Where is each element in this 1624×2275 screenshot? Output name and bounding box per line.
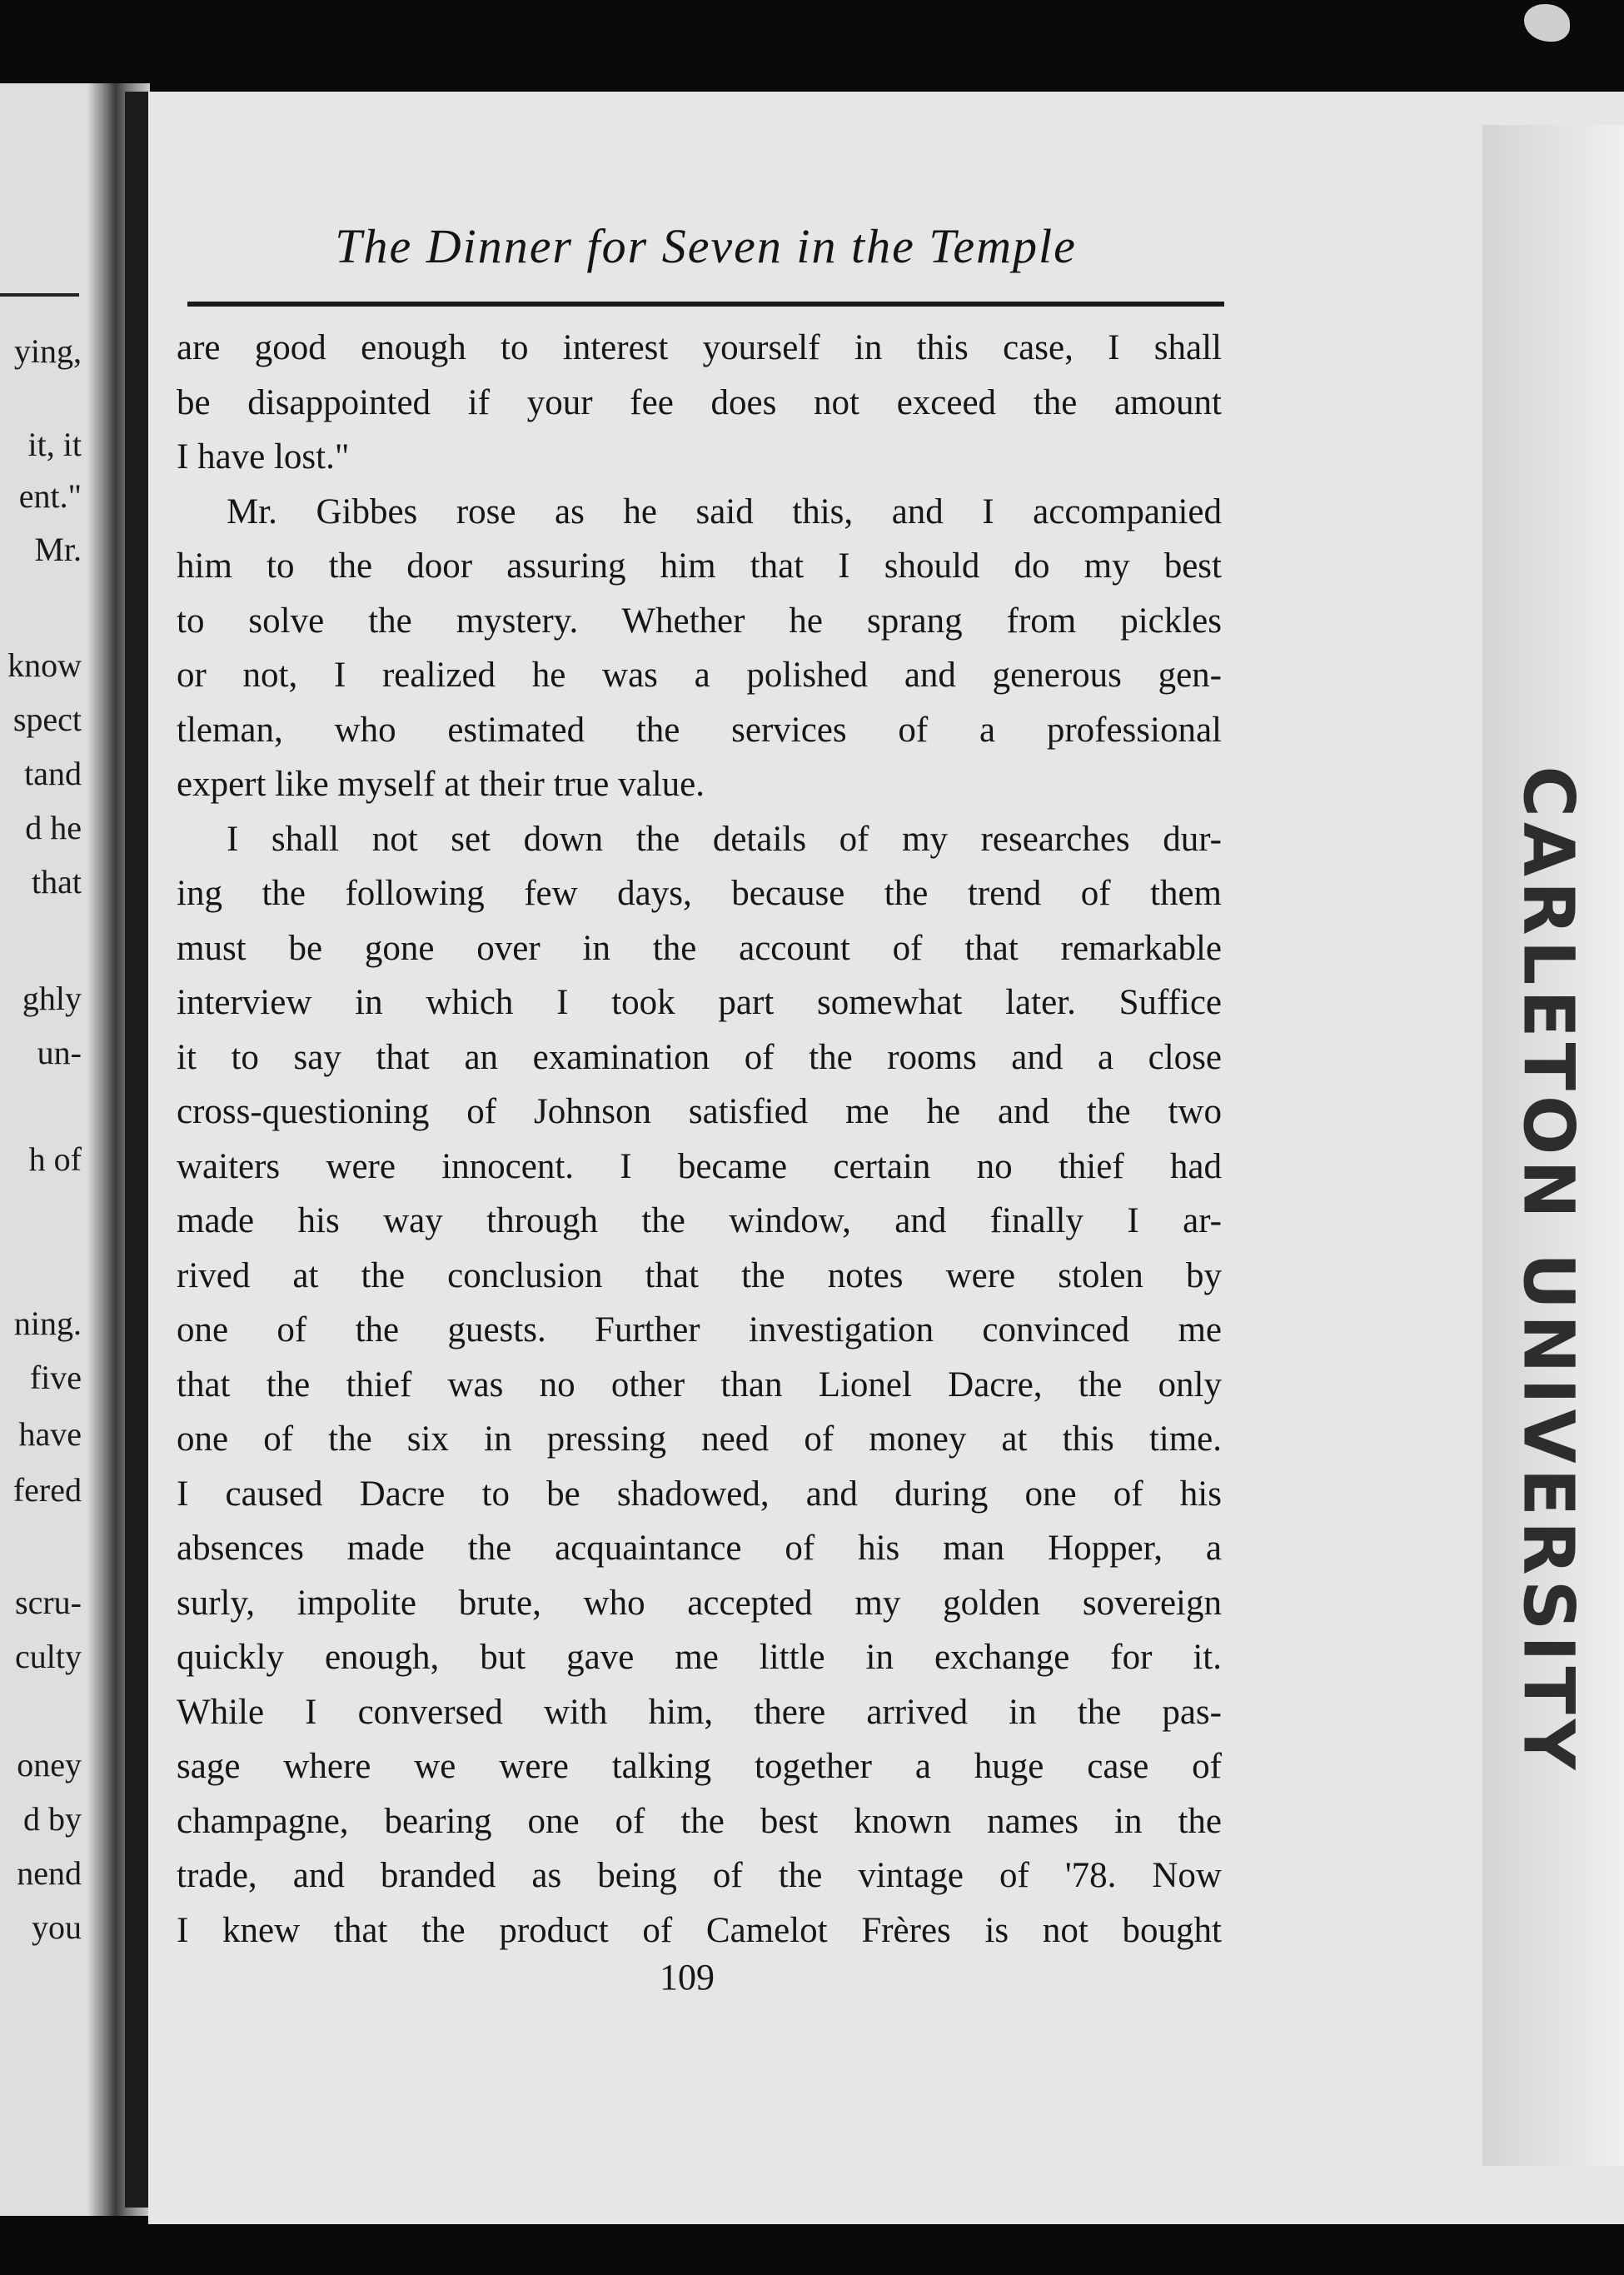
left-page-fragment: oney	[17, 1746, 82, 1784]
left-page-fragment: d he	[25, 809, 82, 846]
text-line: cross-questioning of Johnson satisfied me he and the two	[177, 1092, 1222, 1131]
left-page-fragment: ghly	[22, 980, 82, 1017]
text-line: surly, impolite brute, who accepted my golden sovereign	[177, 1583, 1222, 1623]
left-page-fragment: ning.	[13, 1305, 82, 1342]
text-line: him to the door assuring him that I should do my best	[177, 546, 1222, 586]
left-page-fragment: Mr.	[34, 531, 82, 568]
left-page-fragment: culty	[15, 1638, 82, 1675]
running-head: The Dinner for Seven in the Temple	[335, 219, 1077, 273]
text-line: to solve the mystery. Whether he sprang from pickles	[177, 601, 1222, 641]
text-line: that the thief was no other than Lionel Dacre, the only	[177, 1365, 1222, 1404]
text-line: it to say that an examination of the rooms and a close	[177, 1037, 1222, 1077]
spine-shadow	[125, 92, 148, 2208]
body-text	[177, 321, 1222, 1958]
text-line: be disappointed if your fee does not exceed the amount	[177, 382, 1222, 422]
library-stamp	[1508, 766, 1590, 1775]
left-page-fragment: spect	[12, 701, 82, 738]
text-line: one of the guests. Further investigation convinced me	[177, 1310, 1222, 1350]
text-line: interview in which I took part somewhat later. Suffice	[177, 983, 1222, 1022]
left-page-fragment: you	[32, 1908, 82, 1946]
text-line: are good enough to interest yourself in this case, I shall	[177, 328, 1222, 367]
text-line: expert like myself at their true value.	[177, 765, 705, 804]
text-line: Mr. Gibbes rose as he said this, and I accompanied	[227, 491, 1222, 531]
left-page-fragment: ent."	[18, 477, 82, 515]
text-line: I shall not set down the details of my researches dur-	[227, 819, 1222, 859]
left-page-fragment: nend	[17, 1854, 82, 1892]
left-page-fragment: fered	[12, 1471, 82, 1509]
text-line: absences made the acquaintance of his man Hopper, a	[177, 1529, 1222, 1568]
text-line: I knew that the product of Camelot Frères is not bought	[177, 1910, 1222, 1950]
text-line: waiters were innocent. I became certain no thief had	[177, 1146, 1222, 1186]
left-page-fragment: know	[7, 646, 82, 684]
left-page-fragment: d by	[23, 1800, 82, 1838]
text-line: I have lost."	[177, 437, 350, 476]
left-page-fragment: five	[29, 1359, 82, 1396]
left-page-fragment: un-	[37, 1034, 82, 1071]
left-page-fragment: h of	[28, 1140, 82, 1178]
text-line: sage where we were talking together a huge case of	[177, 1747, 1222, 1786]
page-number: 109	[660, 1957, 715, 1998]
text-line: one of the six in pressing need of money at this time.	[177, 1419, 1222, 1459]
text-line: quickly enough, but gave me little in exchange for it.	[177, 1638, 1222, 1677]
header-rule	[187, 302, 1224, 307]
left-page-fragment: that	[32, 863, 82, 901]
text-line: trade, and branded as being of the vintage of '78. Now	[177, 1856, 1222, 1895]
library-stamp-text: CARLETON UNIVERSITY	[1508, 766, 1590, 1775]
left-page-rule	[0, 293, 79, 297]
text-line: I caused Dacre to be shadowed, and during one of his	[177, 1474, 1222, 1514]
text-line: rived at the conclusion that the notes were stolen by	[177, 1255, 1222, 1295]
left-page-fragment: ying,	[13, 332, 82, 370]
text-line: made his way through the window, and finally I ar-	[177, 1201, 1222, 1240]
text-line: must be gone over in the account of that remarkable	[177, 928, 1222, 968]
corner-mark	[1524, 4, 1570, 42]
left-page-fragment: scru-	[15, 1584, 82, 1621]
text-line: champagne, bearing one of the best known names in the	[177, 1801, 1222, 1841]
text-line: or not, I realized he was a polished and generous gen-	[177, 656, 1222, 695]
text-line: ing the following few days, because the trend of them	[177, 874, 1222, 913]
left-page-fragment: tand	[24, 755, 82, 792]
left-page-fragment: it, it	[27, 426, 82, 463]
text-line: While I conversed with him, there arrived in the pas-	[177, 1692, 1222, 1732]
text-line: tleman, who estimated the services of a professional	[177, 710, 1222, 750]
left-page-fragment: have	[18, 1415, 82, 1453]
